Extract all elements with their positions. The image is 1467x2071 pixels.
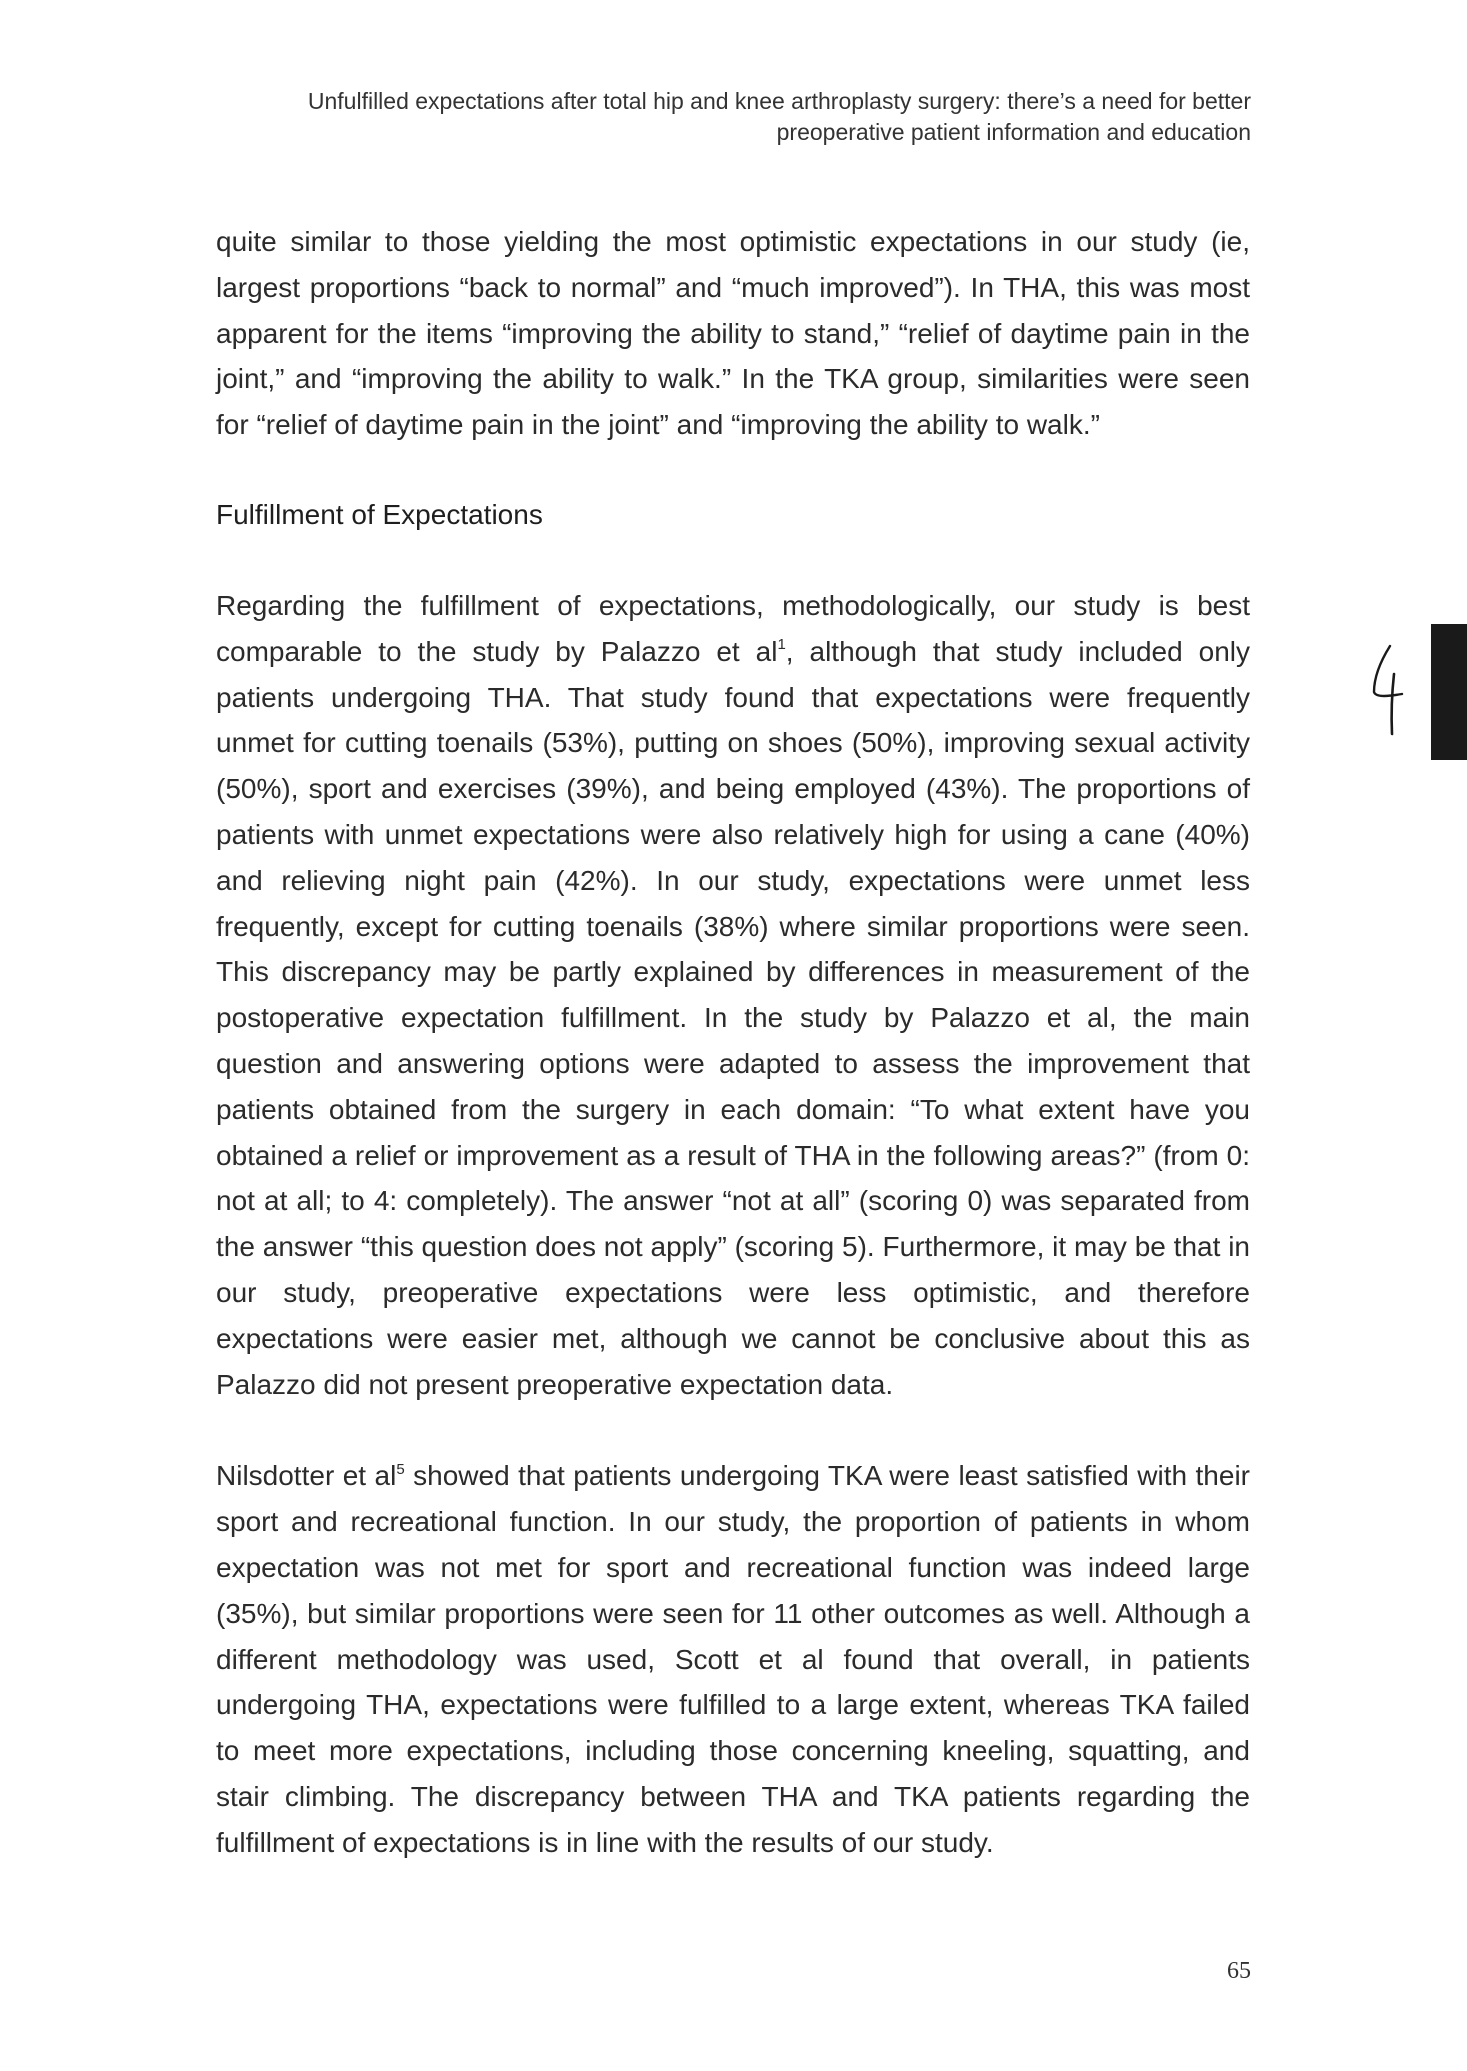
running-header-line-1: Unfulfilled expectations after total hip and knee arthroplasty surgery: there’s a need for better	[307, 88, 1251, 114]
citation-superscript-1: 1	[777, 636, 786, 654]
paragraph-3-part-b: showed that patients undergoing TKA were least satisfied with their sport and recreational function. In our study, the proportion of patients in whom expectation was not met for sport and recreational function was indeed large (35%), but similar proportions were seen for 11 other outcomes as well. Although a different methodology was used, Scott et al found that overall, in patients undergoing THA, expectations were fulfilled to a large extent, whereas TKA failed to meet more expectations, including those concerning kneeling, squatting, and stair climbing. The discrepancy between THA and TKA patients regarding the fulfillment of expectations is in line with the results of our study.	[216, 1460, 1250, 1858]
paragraph-1: quite similar to those yielding the most optimistic expectations in our study (ie, largest proportions “back to normal” and “much improved”). In THA, this was most apparent for the items “improving the ability to stand,” “relief of daytime pain in the joint,” and “improving the ability to walk.” In the TKA group, similarities were seen for “relief of daytime pain in the joint” and “improving the ability to walk.”	[216, 226, 1250, 441]
citation-superscript-5: 5	[396, 1461, 405, 1478]
paragraph-3	[216, 1453, 1250, 1865]
paragraph-2-part-b: , although that study included only patients undergoing THA. That study found that expectations were frequently unmet for cutting toenails (53%), putting on shoes (50%), improving sexual activity (50%), sport and exercises (39%), and being employed (43%). The proportions of patients with unmet expectations were also relatively high for using a cane (40%) and relieving night pain (42%). In our study, expectations were unmet less frequently, except for cutting toenails (38%) where similar proportions were seen. This discrepancy may be partly explained by differences in measurement of the postoperative expectation fulfillment. In the study by Palazzo et al, the main question and answering options were adapted to assess the improvement that patients obtained from the surgery in each domain: “To what extent have you obtained a relief or improvement as a result of THA in the following areas?” (from 0: not at all; to 4: completely). The answer “not at all” (scoring 0) was separated from the answer “this question does not apply” (scoring 5). Furthermore, it may be that in our study, preoperative expectations were less optimistic, and therefore expectations were easier met, although we cannot be conclusive about this as Palazzo did not present preoperative expectation data.	[216, 635, 1250, 1400]
article-body	[216, 219, 1250, 1866]
paragraph-2-part-a: Regarding the fulfillment of expectations, methodologically, our study is best comparable to the study by Palazzo et al	[216, 589, 1250, 667]
section-heading: Fulfillment of Expectations	[216, 498, 543, 530]
running-header	[231, 86, 1251, 148]
page-number: 65	[1227, 1958, 1251, 1984]
running-header-line-2: preoperative patient information and education	[776, 119, 1251, 145]
chapter-tab	[1431, 624, 1467, 760]
paragraph-2	[216, 583, 1250, 1407]
chapter-number-mark	[1368, 640, 1408, 740]
paragraph-3-part-a: Nilsdotter et al	[216, 1460, 397, 1492]
